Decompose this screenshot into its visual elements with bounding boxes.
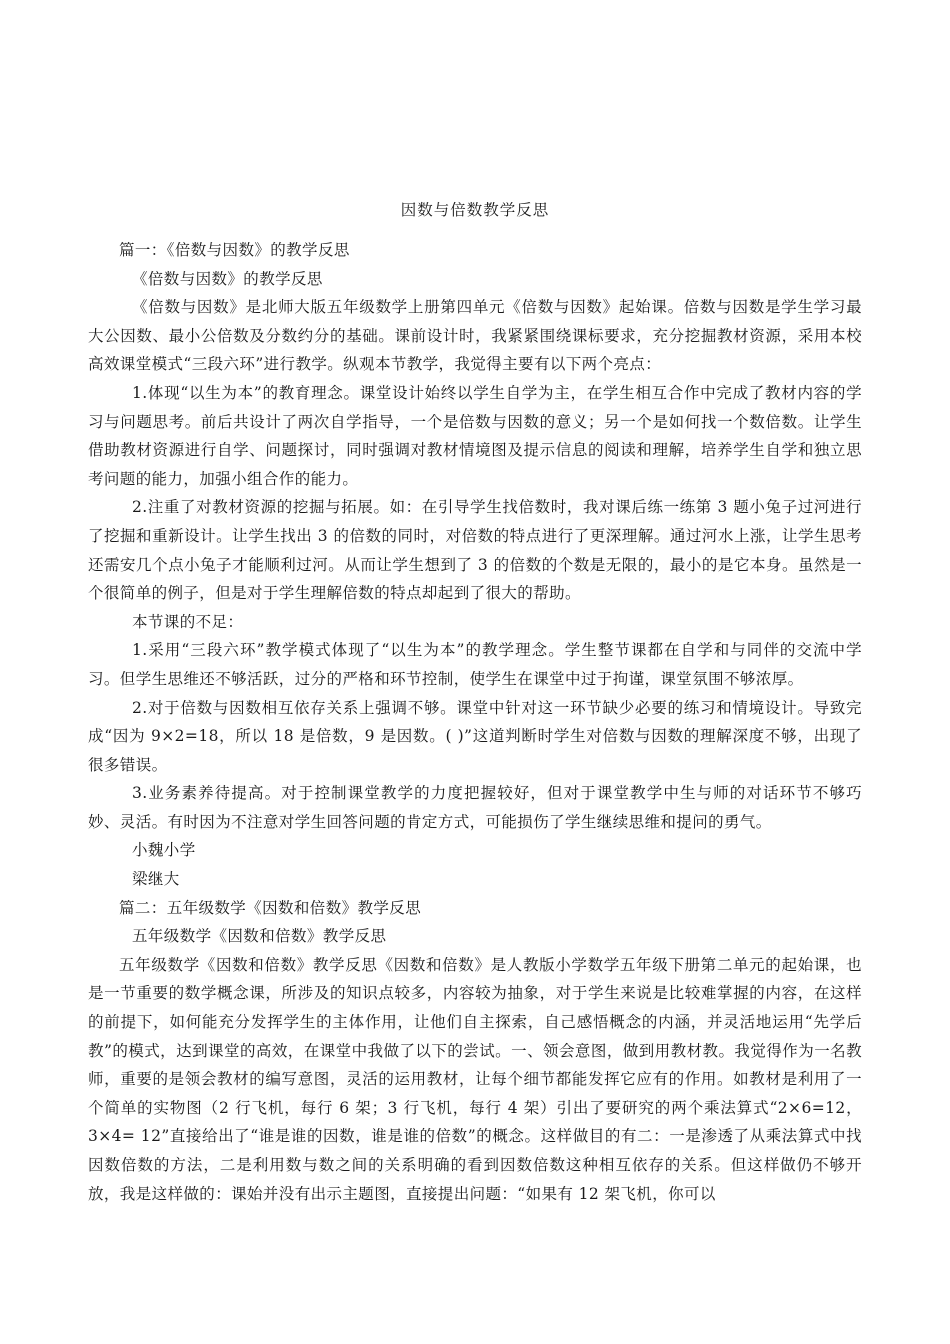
paragraph-intro-2: 五年级数学《因数和倍数》教学反思《因数和倍数》是人教版小学数学五年级下册第二单元的起始课，也是一节重要的数学概念课，所涉及的知识点较多，内容较为抽象，对于学生来说是比较难掌握的内容，在这样的前提下，如何能充分发挥学生的主体作用，让他们自主探索，自己感悟概念的内涵，并灵活地运用“先学后教”的模式，达到课堂的高效，在课堂中我做了以下的尝试。一、领会意图，做到用教材教。我觉得作为一名教师，重要的是领会教材的编写意图，灵活的运用教材，让每个细节都能发挥它应有的作用。如教材是利用了一个简单的实物图（2 行飞机，每行 6 架；3 行飞机，每行 4 架）引出了要研究的两个乘法算式“2×6=12，3×4= 12”直接给出了“谁是谁的因数，谁是谁的倍数”的概念。这样做目的有二：一是渗透了从乘法算式中找因数倍数的方法，二是利用数与数之间的关系明确的看到因数倍数这种相互依存的关系。但这样做仍不够开放，我是这样做的：课始并没有出示主题图，直接提出问题：“如果有 12 架飞机，你可以 [88,955,862,1203]
paragraph-shortcoming-3: 3.业务素养待提高。对于控制课堂教学的力度把握较好，但对于课堂教学中生与师的对话环节不够巧妙、灵活。有时因为不注意对学生回答问题的肯定方式，可能损伤了学生继续思维和提问的勇气。 [88,784,862,831]
document-body [88,236,862,1208]
document-title: 因数与倍数教学反思 [400,201,550,219]
paragraph-shortcomings-heading: 本节课的不足： [132,612,244,631]
section-heading-1: 篇一：《倍数与因数》的教学反思 [119,241,350,259]
section-heading-2: 篇二：五年级数学《因数和倍数》教学反思 [119,898,422,917]
subheading-2: 五年级数学《因数和倍数》教学反思 [132,927,387,946]
paragraph-shortcoming-1: 1.采用“三段六环”教学模式体现了“以生为本”的教学理念。学生整节课都在自学和与同伴的交流中学习。但学生思维还不够活跃，过分的严格和环节控制，使学生在课堂中过于拘谨，课堂氛围不够浓厚。 [88,641,862,688]
subheading-1: 《倍数与因数》的教学反思 [132,269,323,288]
school-name: 小魏小学 [132,841,196,860]
paragraph-shortcoming-2: 2.对于倍数与因数相互依存关系上强调不够。课堂中针对这一环节缺少必要的练习和情境设计。导致完成“因为 9×2=18，所以 18 是倍数，9 是因数。( )”这道判断时学生对倍数与因数的理解深度不够，出现了很多错误。 [88,698,862,774]
paragraph-intro-1: 《倍数与因数》是北师大版五年级数学上册第四单元《倍数与因数》起始课。倍数与因数是学生学习最大公因数、最小公倍数及分数约分的基础。课前设计时，我紧紧围绕课标要求，充分挖掘教材资源，采用本校高效课堂模式“三段六环”进行教学。纵观本节教学，我觉得主要有以下两个亮点： [88,298,862,374]
document-page [88,0,862,1344]
author-name: 梁继大 [132,870,180,889]
paragraph-point-1: 1.体现“以生为本”的教育理念。课堂设计始终以学生自学为主，在学生相互合作中完成了教材内容的学习与问题思考。前后共设计了两次自学指导，一个是倍数与因数的意义；另一个是如何找一个数倍数。让学生借助教材资源进行自学、问题探讨，同时强调对教材情境图及提示信息的阅读和理解，培养学生自学和独立思考问题的能力，加强小组合作的能力。 [88,383,862,488]
paragraph-point-2: 2.注重了对教材资源的挖掘与拓展。如：在引导学生找倍数时，我对课后练一练第 3 题小兔子过河进行了挖掘和重新设计。让学生找出 3 的倍数的同时，对倍数的特点进行了更深理解。通过河水上涨，让学生思考还需安几个点小兔子才能顺利过河。从而让学生想到了 3 的倍数的个数是无限的，最小的是它本身。虽然是一个很简单的例子，但是对于学生理解倍数的特点却起到了很大的帮助。 [88,498,862,603]
